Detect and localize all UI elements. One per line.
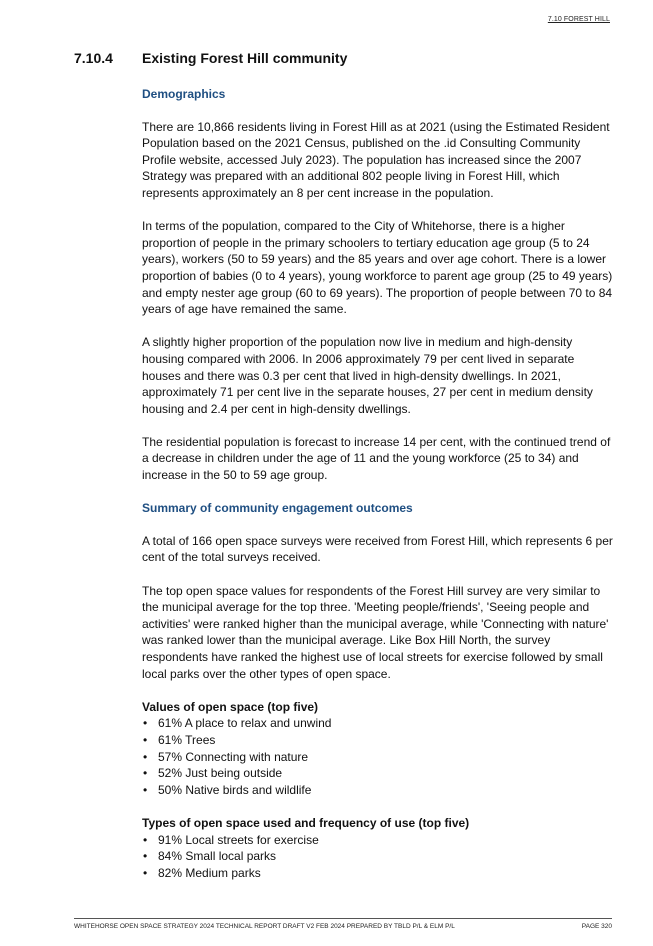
paragraph: A slightly higher proportion of the population now live in medium and high-density housing compared with 2006. In 2006 approximately 79 per cent lived in separate houses and there was 0.3 per cent that lived in high-density dwellings. In 2021, approximately 71 per cent live in the separate houses, 27 per cent in medium density housing and 2.4 per cent in high-density dwellings. (142, 335, 593, 416)
list-item: • 52% Just being outside (142, 765, 615, 782)
list-item: • 61% A place to relax and unwind (142, 715, 615, 732)
paragraph: There are 10,866 residents living in Forest Hill as at 2021 (using the Estimated Resident Population based on the 2021 Census, published on the .id Consulting Community Profile website, accessed July 2023). The population has increased since the 2007 Strategy was prepared with an additional 802 people living in Forest Hill, which represents approximately an 8 per cent increase in the population. (142, 119, 610, 200)
section-number: 7.10.4 (74, 50, 113, 66)
types-list (142, 832, 615, 882)
page-footer (74, 918, 612, 930)
list-item: • 91% Local streets for exercise (142, 832, 615, 849)
body-content (142, 86, 615, 898)
types-list-heading: Types of open space used and frequency of use (top five) (142, 815, 470, 830)
page-number: PAGE 320 (581, 923, 612, 930)
list-item: • 50% Native birds and wildlife (142, 782, 615, 799)
list-item: • 61% Trees (142, 732, 615, 749)
engagement-heading: Summary of community engagement outcomes (142, 501, 413, 516)
paragraph: In terms of the population, compared to the City of Whitehorse, there is a higher proportion of people in the primary schoolers to tertiary education age group (5 to 24 years), workers (50 to 59 years) and the 85 years and over age cohort. There is a lower proportion of babies (0 to 4 years), young workforce to parent age group (25 to 49 years) and empty nester age group (60 to 69 years). The proportion of people between 70 to 84 years of age have remained the same. (142, 219, 613, 317)
list-item: • 82% Medium parks (142, 865, 615, 882)
values-list (142, 715, 615, 798)
paragraph: The residential population is forecast to increase 14 per cent, with the continued trend of a decrease in children under the age of 11 and the young workforce (25 to 34) and increase in the 50 to 59 age group. (142, 434, 611, 483)
paragraph: The top open space values for respondents of the Forest Hill survey are very similar to the municipal average for the top three. 'Meeting people/friends', 'Seeing people and activities' were ranked higher than the municipal average, while 'Connecting with nature' was ranked lower than the municipal average. Like Box Hill North, the survey respondents have ranked the highest use of local streets for exercise followed by small local parks over the other types of open space. (142, 583, 609, 681)
list-item: • 84% Small local parks (142, 848, 615, 865)
list-item: • 57% Connecting with nature (142, 749, 615, 766)
running-head[interactable]: 7.10 FOREST HILL (547, 16, 610, 23)
section-title: Existing Forest Hill community (142, 50, 348, 66)
section-heading (74, 50, 614, 66)
demographics-heading: Demographics (142, 87, 226, 101)
values-list-heading: Values of open space (top five) (142, 699, 319, 714)
footer-document-info: WHITEHORSE OPEN SPACE STRATEGY 2024 TECHNICAL REPORT DRAFT V2 FEB 2024 PREPARED BY TBLD P/L & ELM P/L (74, 923, 455, 930)
paragraph: A total of 166 open space surveys were received from Forest Hill, which represents 6 per cent of the total surveys received. (142, 533, 613, 565)
